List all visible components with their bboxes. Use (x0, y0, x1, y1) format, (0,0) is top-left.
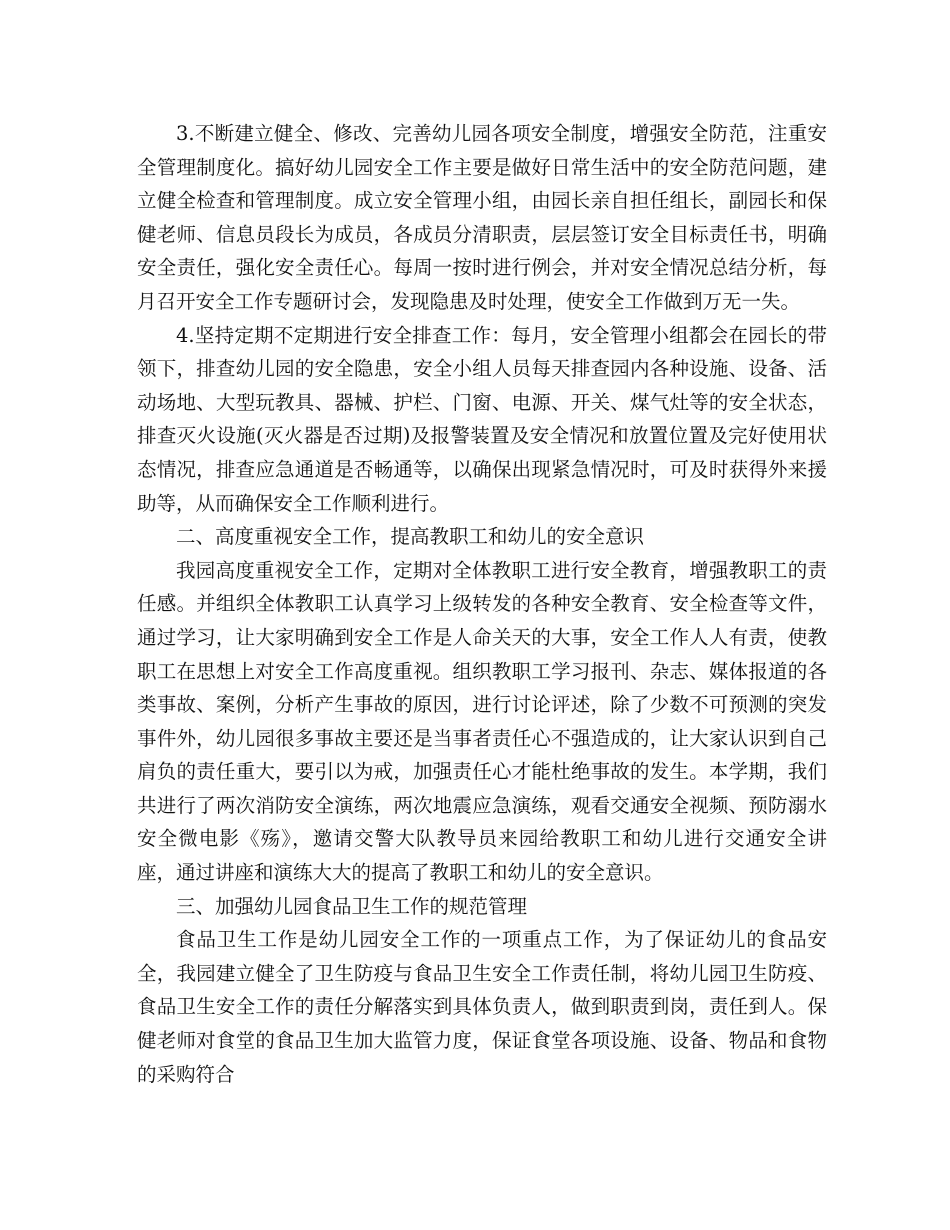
paragraph-safety-inspection: 4.坚持定期不定期进行安全排查工作：每月，安全管理小组都会在园长的带领下，排查幼儿园的安全隐患，安全小组人员每天排查园内各种设施、设备、活动场地、大型玩教具、器械、护栏、门窗、电源、开关、煤气灶等的安全状态，排查灭火设施(灭火器是否过期)及报警装置及安全情况和放置位置及完好使用状态情况，排查应急通道是否畅通等，以确保出现紧急情况时，可及时获得外来援助等，从而确保安全工作顺利进行。 (137, 323, 827, 515)
paragraph-safety-system: 3.不断建立健全、修改、完善幼儿园各项安全制度，增强安全防范，注重安全管理制度化。搞好幼儿园安全工作主要是做好日常生活中的安全防范问题，建立健全检查和管理制度。成立安全管理小组，由园长亲自担任组长，副园长和保健老师、信息员段长为成员，各成员分清职责，层层签订安全目标责任书，明确安全责任，强化安全责任心。每周一按时进行例会，并对安全情况总结分析，每月召开安全工作专题研讨会，发现隐患及时处理，使安全工作做到万无一失。 (137, 122, 827, 313)
paragraph-food-hygiene: 食品卫生工作是幼儿园安全工作的一项重点工作，为了保证幼儿的食品安全，我园建立健全了卫生防疫与食品卫生安全工作责任制，将幼儿园卫生防疫、食品卫生安全工作的责任分解落实到具体负责人，做到职责到岗，责任到人。保健老师对食堂的食品卫生加大监管力度，保证食堂各项设施、设备、物品和食物的采购符合 (137, 928, 827, 1086)
paragraph-safety-education: 我园高度重视安全工作，定期对全体教职工进行安全教育，增强教职工的责任感。并组织全体教职工认真学习上级转发的各种安全教育、安全检查等文件，通过学习，让大家明确到安全工作是人命关天的大事，安全工作人人有责，使教职工在思想上对安全工作高度重视。组织教职工学习报刊、杂志、媒体报道的各类事故、案例，分析产生事故的原因，进行讨论评述，除了少数不可预测的突发事件外，幼儿园很多事故主要还是当事者责任心不强造成的，让大家认识到自己肩负的责任重大，要引以为戒，加强责任心才能杜绝事故的发生。本学期，我们共进行了两次消防安全演练，两次地震应急演练，观看交通安全视频、预防溺水安全微电影《殇》，邀请交警大队教导员来园给教职工和幼儿进行交通安全讲座，通过讲座和演练大大的提高了教职工和幼儿的安全意识。 (137, 558, 827, 885)
section-heading-food-hygiene: 三、加强幼儿园食品卫生工作的规范管理 (176, 894, 528, 918)
section-heading-safety-awareness: 二、高度重视安全工作，提高教职工和幼儿的安全意识 (176, 525, 645, 549)
document-body (137, 117, 827, 1091)
